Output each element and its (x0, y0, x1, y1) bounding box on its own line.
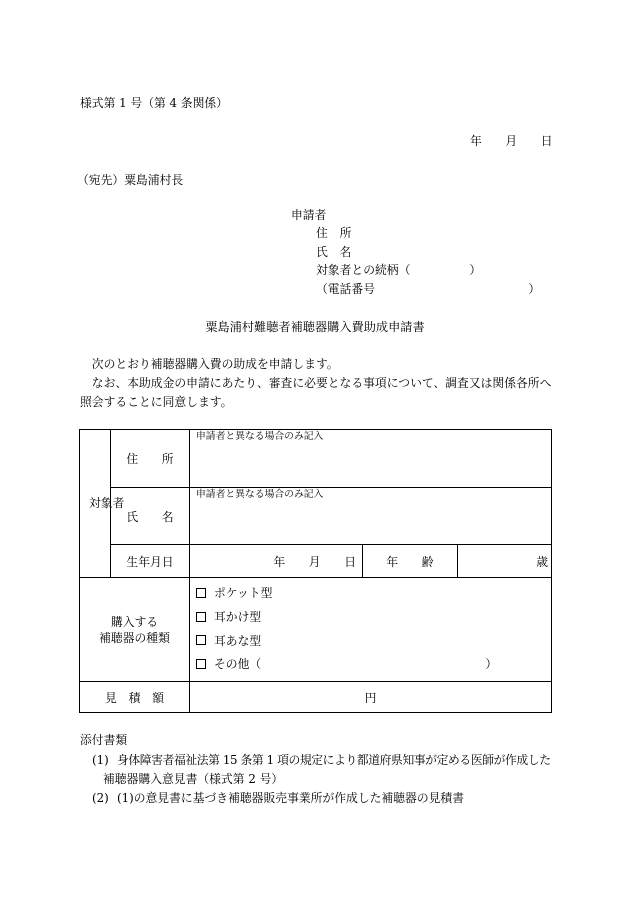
hearing-aid-type-label-cell (79, 577, 190, 682)
applicant-label: 申請者 (291, 208, 327, 222)
hearing-aid-type-option (196, 628, 551, 652)
birthdate-value: 年 月 日 (273, 554, 356, 569)
attachment-text: 身体障害者福祉法第 15 条第 1 項の規定により都道府県知事が定める医師が作成した (117, 753, 551, 767)
subject-address-field (189, 429, 552, 488)
hearing-aid-type-option-label: 耳かけ型 (214, 610, 262, 625)
age-unit: 歳 (536, 554, 548, 569)
checkbox-icon (196, 659, 206, 669)
applicant-phone-label: （電話番号 ） (316, 282, 541, 296)
attachment-text: 補聴器購入意見書（様式第 2 号） (103, 772, 284, 786)
hearing-aid-type-option-label: その他（ ） (214, 657, 498, 672)
subject-name-field (189, 487, 552, 545)
subject-name-note: 申請者と異なる場合のみ記入 (196, 489, 324, 500)
age-label: 年 齢 (386, 554, 434, 569)
body-line: 次のとおり補聴器購入費の助成を申請します。 (80, 357, 339, 371)
subject-address-label: 住 所 (126, 452, 174, 466)
hearing-aid-type-options (189, 577, 552, 682)
attachment-text: (1)の意見書に基づき補聴器販売事業所が作成した補聴器の見積書 (117, 791, 465, 805)
form-number: 様式第 1 号（第 4 条関係） (80, 96, 228, 110)
estimate-label: 見 積 額 (105, 690, 164, 705)
subject-name-label-cell (110, 487, 190, 545)
body-line: なお、本助成金の申請にあたり、審査に必要となる事項について、調査又は関係各所へ (80, 376, 552, 390)
addressee: （宛先）粟島浦村長 (77, 173, 184, 187)
attachment-number: (2) (92, 791, 109, 805)
hearing-aid-type-option-label: 耳あな型 (214, 633, 262, 648)
hearing-aid-type-option-label: ポケット型 (214, 586, 273, 601)
age-label-cell (362, 544, 458, 578)
subject-label: 対象者 (89, 496, 125, 511)
applicant-name-label: 氏 名 (316, 245, 352, 259)
birthdate-field (189, 544, 363, 578)
subject-name-label: 氏 名 (126, 509, 174, 524)
subject-header-cell (79, 429, 125, 578)
checkbox-icon (196, 588, 206, 598)
hearing-aid-type-label-line: 購入する (110, 614, 159, 629)
hearing-aid-type-label-line: 補聴器の種類 (99, 630, 170, 645)
applicant-address-label: 住 所 (316, 226, 352, 240)
application-table (79, 429, 552, 713)
estimate-unit: 円 (364, 690, 377, 705)
hearing-aid-type-label (99, 614, 170, 646)
subject-address-note: 申請者と異なる場合のみ記入 (196, 431, 324, 442)
page-title: 粟島浦村難聴者補聴器購入費助成申請書 (205, 320, 425, 334)
attachments-title: 添付書類 (80, 733, 128, 747)
hearing-aid-type-option (196, 652, 551, 676)
attachment-number: (1) (92, 753, 109, 767)
checkbox-icon (196, 635, 206, 645)
applicant-relationship-label: 対象者との続柄（ ） (316, 263, 482, 277)
submission-date-line: 年 月 日 (470, 134, 553, 148)
estimate-label-cell (79, 681, 190, 713)
checkbox-icon (196, 612, 206, 622)
hearing-aid-type-option (196, 581, 551, 605)
estimate-field (189, 681, 552, 713)
hearing-aid-type-option (196, 605, 551, 629)
birthdate-label: 生年月日 (126, 554, 174, 569)
birthdate-label-cell (110, 544, 190, 578)
body-line: 照会することに同意します。 (80, 395, 233, 409)
subject-address-label-cell (110, 429, 190, 488)
age-field (457, 544, 552, 578)
